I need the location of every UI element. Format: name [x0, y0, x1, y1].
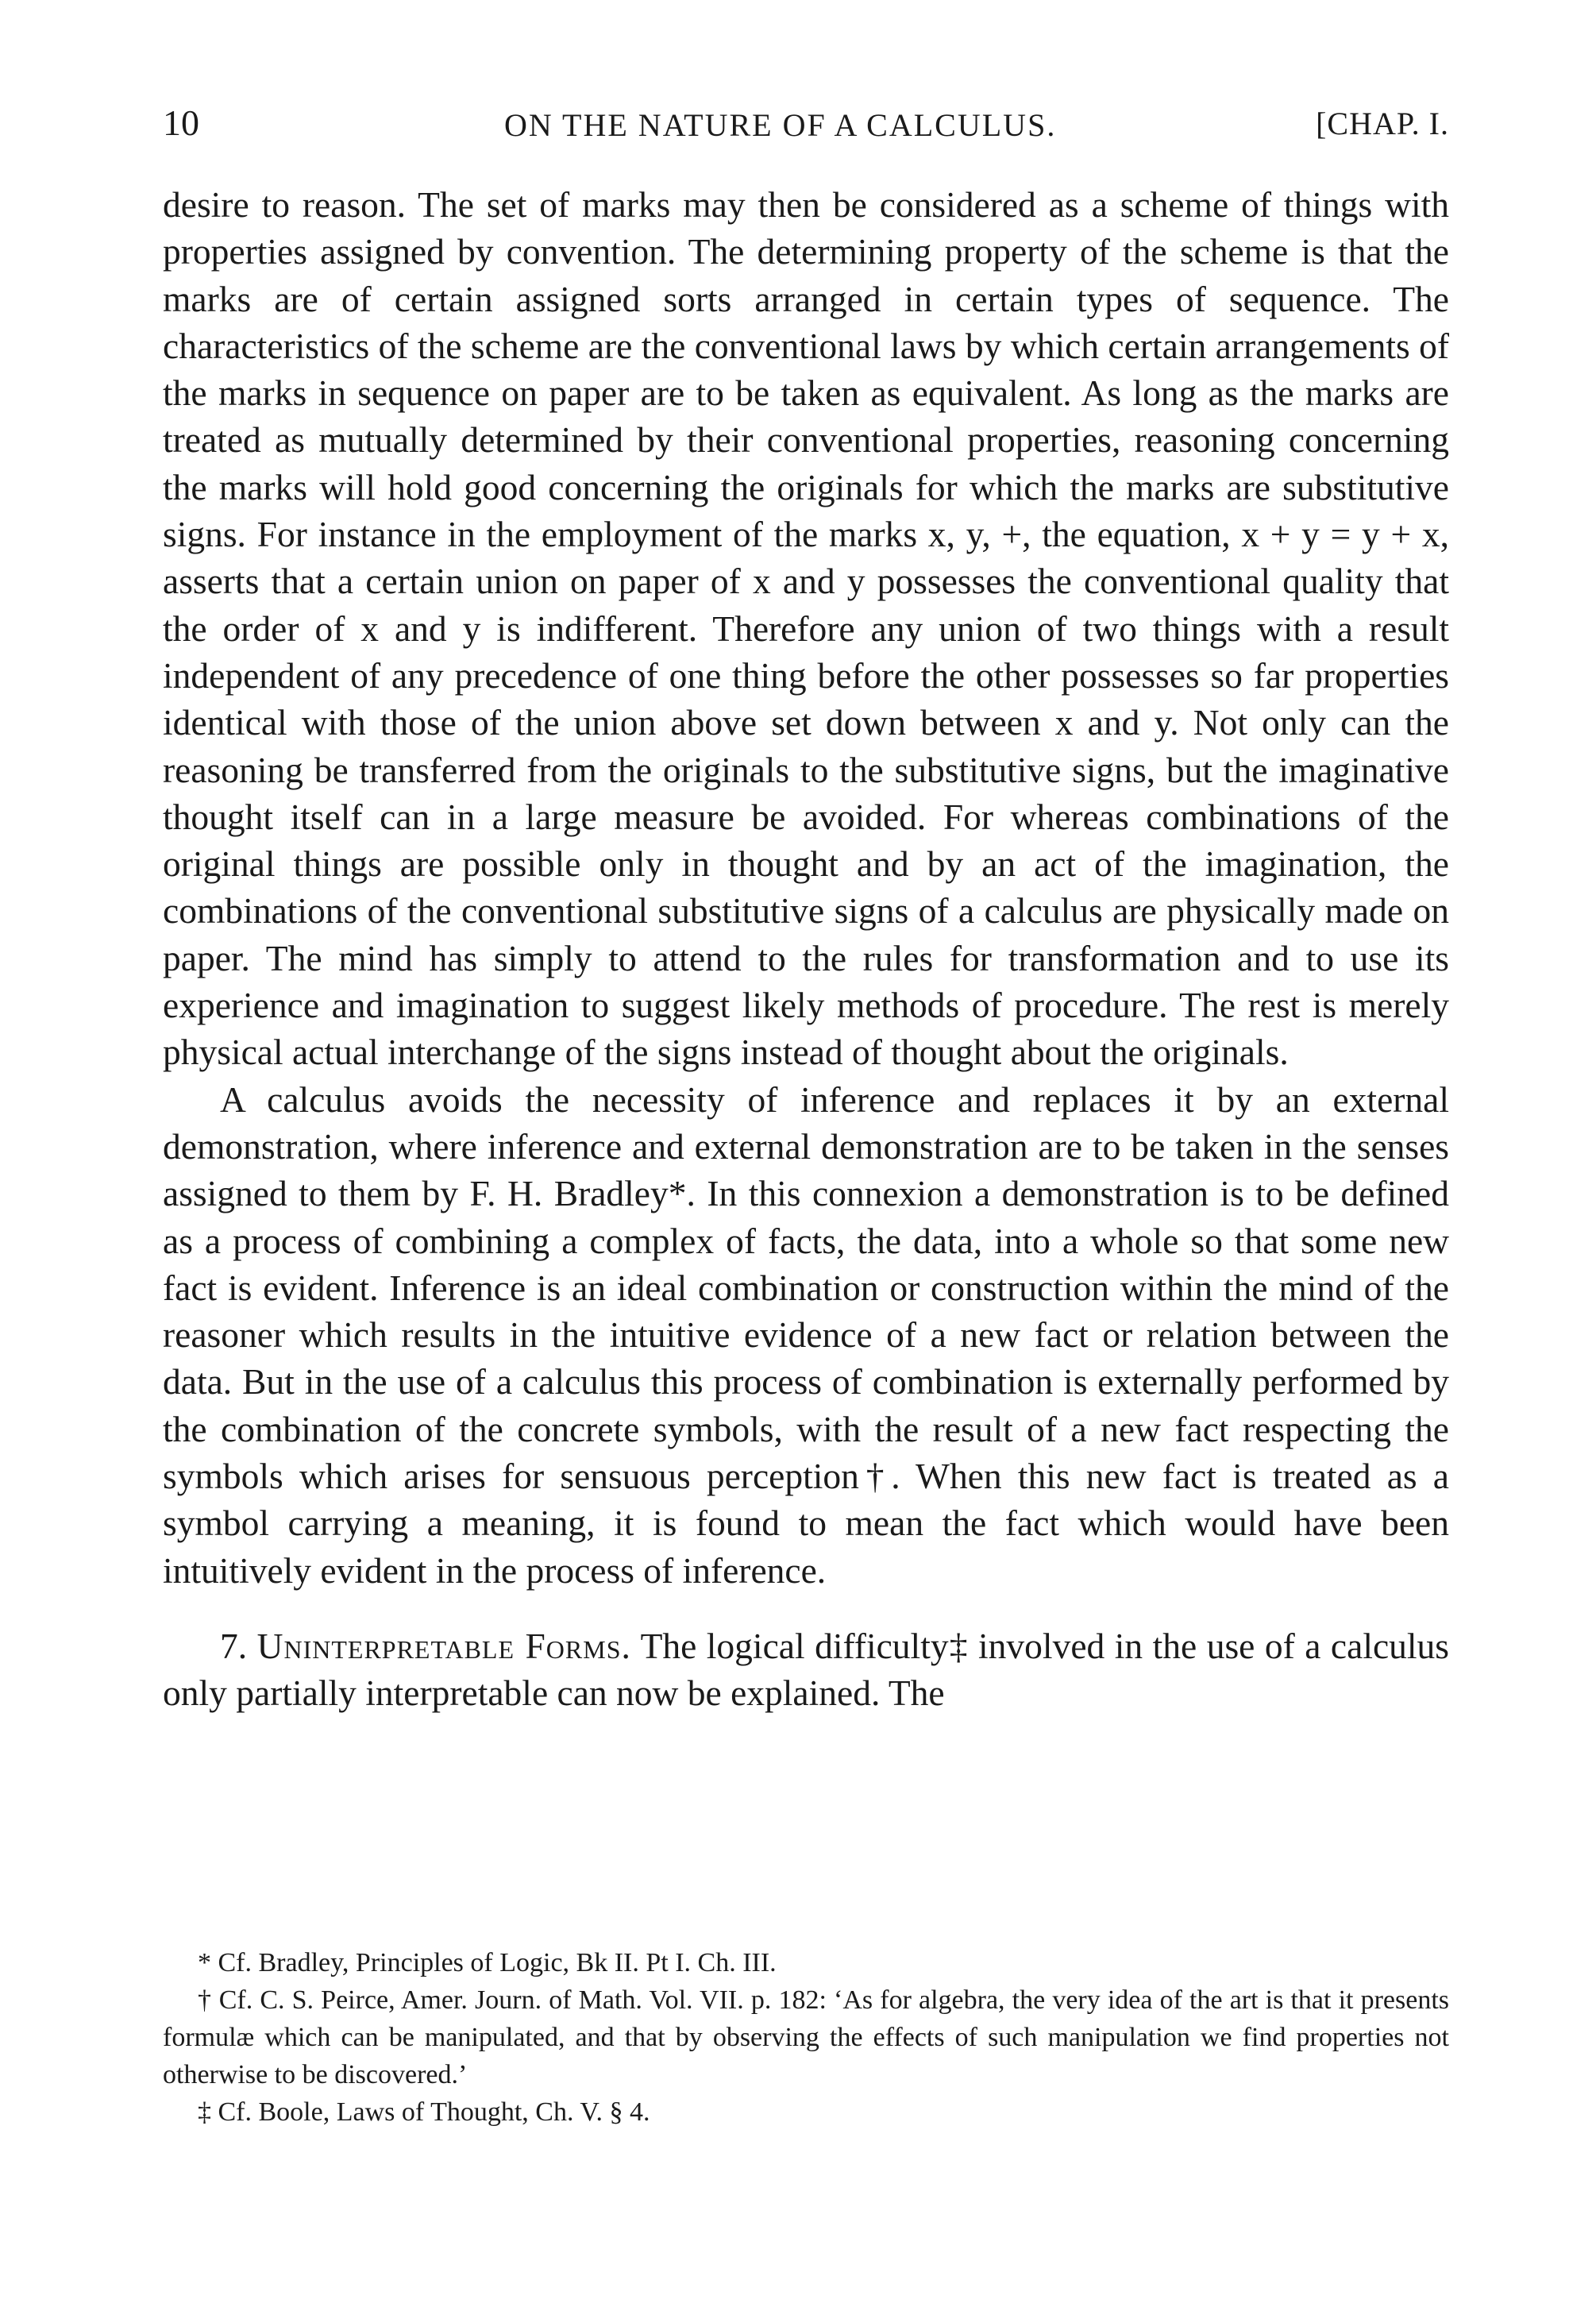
footnote-boole: ‡ Cf. Boole, Laws of Thought, Ch. V. § 4.: [198, 2097, 650, 2127]
footnote-bradley: * Cf. Bradley, Principles of Logic, Bk II. Pt I. Ch. III.: [198, 1948, 777, 1977]
footnotes: [163, 1944, 1449, 2131]
page-header: [163, 102, 1449, 149]
paragraph-calculus-demonstration: A calculus avoids the necessity of inference and replaces it by an external demonstration, where inference and external demonstration are to be taken in the senses assigned to them by F. H. Bradley*. In this connexion a demonstration is to be defined as a process of combining a complex of facts, the data, into a whole so that some new fact is evident. Inference is an ideal combination or construction within the mind of the reasoner which results in the intuitive evidence of a new fact or relation between the data. But in the use of a calculus this process of combination is externally performed by the combination of the concrete symbols, with the result of a new fact respecting the symbols which arises for sensuous perception†. When this new fact is treated as a symbol carrying a meaning, it is found to mean the fact which would have been intuitively evident in the process of inference.: [163, 1078, 1449, 1591]
page-number: 10: [163, 102, 199, 143]
paragraph-continuation: desire to reason. The set of marks may then be considered as a scheme of things with properties assigned by convention. The determining property of the scheme is that the marks are of certain assigned sorts arranged in certain types of sequence. The characteristics of the scheme are the conventional laws by which certain arrangements of the marks in sequence on paper are to be taken as equivalent. As long as the marks are treated as mutually determined by their conventional properties, reasoning concerning the marks will hold good concerning the originals for which the marks are substitutive signs. For instance in the employment of the marks x, y, +, the equation, x + y = y + x, asserts that a certain union on paper of x and y possesses the conventional quality that the order of x and y is indifferent. Therefore any union of two things with a result independent of any precedence of one thing before the other possesses so far properties identical with those of the union above set down between x and y. Not only can the reasoning be transferred from the originals to the substitutive signs, but the imaginative thought itself can in a large measure be avoided. For whereas combinations of the original things are possible only in thought and by an act of the imagination, the combinations of the conventional substitutive signs of a calculus are physically made on paper. The mind has simply to attend to the rules for transformation and to use its experience and imagination to suggest likely methods of procedure. The rest is merely physical actual interchange of the signs instead of thought about the originals.: [163, 184, 1449, 1073]
chapter-label: [CHAP. I.: [1316, 106, 1449, 141]
section-text: The logical difficulty‡ involved in the use of a calculus only partially interpretable can now be explained. The: [163, 1625, 1450, 1714]
section-title: Uninterpretable Forms.: [256, 1625, 631, 1666]
section-7: [163, 1622, 1449, 1717]
running-title: ON THE NATURE OF A CALCULUS.: [504, 107, 1057, 143]
section-number: 7.: [220, 1625, 248, 1666]
body-text: [163, 181, 1449, 1717]
footnote-peirce: † Cf. C. S. Peirce, Amer. Journ. of Math. Vol. VII. p. 182: ‘As for algebra, the very idea of the art is that it presents formulæ which can be manipulated, and that by observing the effects of such manipulation we find properties not otherwise to be discovered.’: [163, 1985, 1449, 2089]
